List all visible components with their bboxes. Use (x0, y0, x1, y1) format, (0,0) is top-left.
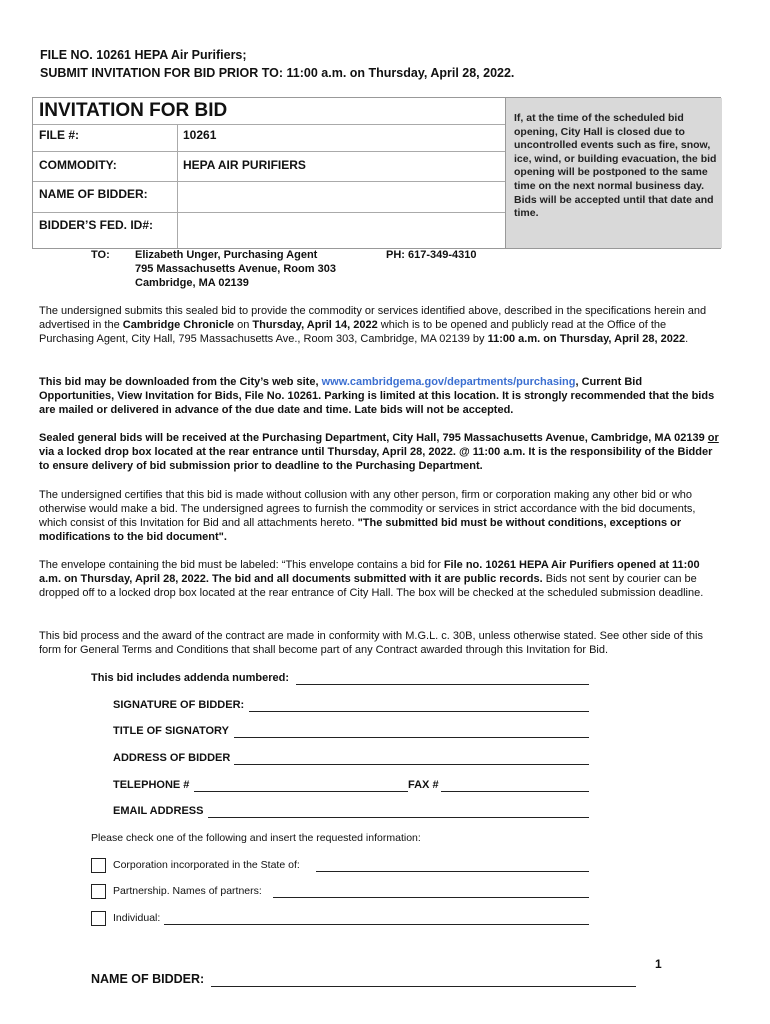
addenda-field[interactable] (296, 684, 589, 685)
paragraph-download: This bid may be downloaded from the City’s web site, www.cambridgema.gov/departments/purchasing, Current Bid Opportunities, View Invitation for Bids, File No. 10261. Parking is limited at this location. It is strongly recommended that the bids are mailed or delivered in advance of the due date and time. Late bids will not be accepted. (39, 376, 715, 416)
closure-notice (505, 98, 722, 248)
invitation-form-box (32, 97, 721, 249)
header-file-line: FILE NO. 10261 HEPA Air Purifiers; (40, 48, 247, 62)
closure-notice-text: If, at the time of the scheduled bid opening, City Hall is closed due to uncontrolled events such as fire, snow, ice, wind, or building evacuation, the bid opening will be postponed to the same time on the next normal business day. Bids will be accepted until that date and time. (514, 112, 717, 220)
corporation-checkbox[interactable] (91, 858, 106, 873)
email-label: EMAIL ADDRESS (113, 805, 204, 817)
corporation-label: Corporation incorporated in the State of: (113, 859, 300, 871)
form-title: INVITATION FOR BID (39, 100, 228, 121)
paragraph-envelope: The envelope containing the bid must be labeled: “This envelope contains a bid for File no. 10261 HEPA Air Purifiers opened at 11:00 a.m. on Thursday, April 28, 2022. The bid and all documents submitted with it are public records. Bids not sent by courier can be dropped off to a locked drop box located at the rear entrance of City Hall. The box will be checked at the scheduled submission deadline. (39, 559, 704, 599)
to-street: 795 Massachusetts Avenue, Room 303 (135, 263, 336, 275)
partnership-checkbox[interactable] (91, 884, 106, 899)
footer-bidder-label: NAME OF BIDDER: (91, 972, 205, 986)
title-label: TITLE OF SIGNATORY (113, 725, 229, 737)
entity-type-instruction: Please check one of the following and insert the requested information: (91, 832, 421, 844)
individual-checkbox[interactable] (91, 911, 106, 926)
telephone-field[interactable] (194, 791, 408, 792)
signature-field[interactable] (249, 711, 589, 712)
addenda-label: This bid includes addenda numbered: (91, 672, 290, 684)
email-field[interactable] (208, 817, 589, 818)
footer-bidder-field[interactable] (211, 986, 636, 987)
title-field[interactable] (234, 737, 589, 738)
partnership-label: Partnership. Names of partners: (113, 885, 262, 897)
corporation-state-field[interactable] (316, 871, 589, 872)
header-deadline-line: SUBMIT INVITATION FOR BID PRIOR TO: 11:00 a.m. on Thursday, April 28, 2022. (40, 66, 515, 80)
purchasing-website-link[interactable]: www.cambridgema.gov/departments/purchasing (321, 376, 576, 388)
fax-field[interactable] (441, 791, 589, 792)
individual-label: Individual: (113, 912, 161, 924)
file-number-value: 10261 (183, 128, 217, 142)
paragraph-sealed-bids: Sealed general bids will be received at the Purchasing Department, City Hall, 795 Massachusetts Avenue, Cambridge, MA 02139 or via a locked drop box located at the rear entrance until Thursday, April 28, 2022. @ 11:00 a.m. It is the responsibility of the Bidder to ensure delivery of bid submission prior to deadline to the Purchasing Department. (39, 432, 719, 472)
address-field[interactable] (234, 764, 589, 765)
paragraph-mgl: This bid process and the award of the contract are made in conformity with M.G.L. c. 30B, unless otherwise stated. See other side of this form for General Terms and Conditions that shall become part of any Contract awarded through this Invitation for Bid. (39, 630, 703, 656)
bidder-name-field[interactable] (177, 182, 504, 212)
commodity-label: COMMODITY: (39, 158, 117, 172)
telephone-label: TELEPHONE # (113, 779, 190, 791)
paragraph-certification: The undersigned certifies that this bid is made without collusion with any other person, firm or corporation making any other bid or who otherwise would make a bid. The undersigned agrees to furnish the commodity or services in strict accordance with the bid documents, which consist of this Invitation for Bid and all attachments hereto. "The submitted bid must be without conditions, exceptions or modifications to the bid document". (39, 489, 696, 543)
signature-label: SIGNATURE OF BIDDER: (113, 699, 245, 711)
bidder-name-label: NAME OF BIDDER: (39, 187, 148, 201)
address-label: ADDRESS OF BIDDER (113, 752, 231, 764)
paragraph-submission: The undersigned submits this sealed bid to provide the commodity or services identified above, described in the specifications herein and advertised in the Cambridge Chronicle on Thursday, April 14, 2022 which is to be opened and publicly read at the Office of the Purchasing Agent, City Hall, 795 Massachusetts Ave., Room 303, Cambridge, MA 02139 by 11:00 a.m. on Thursday, April 28, 2022. (39, 305, 707, 345)
to-name: Elizabeth Unger, Purchasing Agent (135, 249, 318, 261)
to-city: Cambridge, MA 02139 (135, 277, 249, 289)
commodity-value: HEPA AIR PURIFIERS (183, 158, 306, 172)
individual-field[interactable] (164, 924, 589, 925)
partners-field[interactable] (273, 897, 589, 898)
page-number: 1 (655, 957, 662, 971)
bidder-fed-id-label: BIDDER’S FED. ID#: (39, 218, 154, 232)
to-phone: PH: 617-349-4310 (386, 249, 477, 261)
file-number-label: FILE #: (39, 128, 80, 142)
to-label: TO: (91, 249, 110, 261)
fax-label: FAX # (408, 779, 439, 791)
bidder-fed-id-field[interactable] (177, 213, 504, 248)
